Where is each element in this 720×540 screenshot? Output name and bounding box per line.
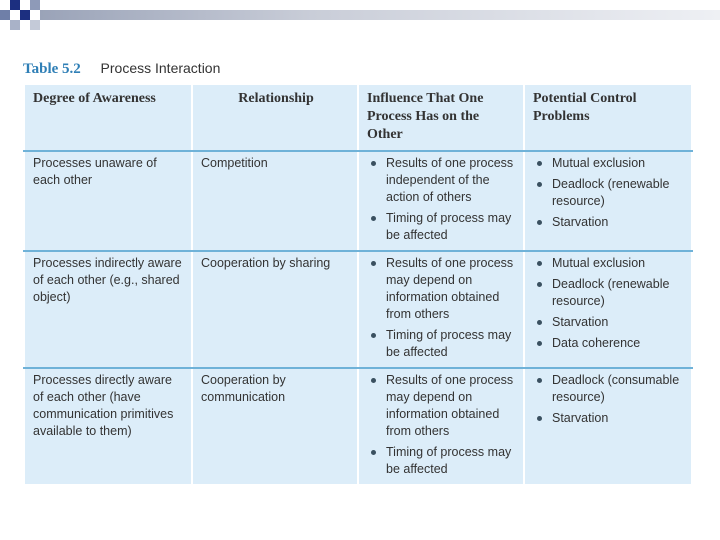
decor-square	[10, 20, 20, 30]
problems-list	[533, 155, 685, 231]
cell-problems	[524, 368, 692, 485]
influence-list	[367, 155, 517, 244]
header-awareness: Degree of Awareness	[24, 84, 192, 151]
list-item: Timing of process may be affected	[367, 444, 517, 478]
decor-square	[20, 10, 30, 20]
table-row	[24, 368, 692, 485]
table-row	[24, 251, 692, 368]
cell-problems	[524, 251, 692, 368]
table-row	[24, 151, 692, 251]
table-caption	[23, 60, 220, 78]
list-item: Deadlock (consumable resource)	[533, 372, 685, 406]
list-item: Starvation	[533, 410, 685, 427]
table-number: Table 5.2	[23, 61, 81, 77]
list-item: Timing of process may be affected	[367, 210, 517, 244]
list-item: Timing of process may be affected	[367, 327, 517, 361]
slide-decoration	[0, 0, 720, 40]
list-item: Mutual exclusion	[533, 155, 685, 172]
decor-square	[0, 10, 10, 20]
header-relationship: Relationship	[192, 84, 358, 151]
influence-list	[367, 372, 517, 478]
list-item: Data coherence	[533, 335, 685, 352]
influence-list	[367, 255, 517, 361]
cell-problems	[524, 151, 692, 251]
cell-influence	[358, 151, 524, 251]
table-title: Process Interaction	[100, 60, 221, 76]
cell-relationship: Cooperation by sharing	[192, 251, 358, 368]
list-item: Deadlock (renewable resource)	[533, 276, 685, 310]
header-influence: Influence That One Process Has on the Other	[358, 84, 524, 151]
problems-list	[533, 372, 685, 427]
list-item: Results of one process may depend on information obtained from others	[367, 255, 517, 323]
header-problems: Potential Control Problems	[524, 84, 692, 151]
list-item: Deadlock (renewable resource)	[533, 176, 685, 210]
list-item: Mutual exclusion	[533, 255, 685, 272]
cell-influence	[358, 368, 524, 485]
cell-awareness: Processes indirectly aware of each other (e.g., shared object)	[24, 251, 192, 368]
cell-relationship: Cooperation by communication	[192, 368, 358, 485]
cell-awareness: Processes unaware of each other	[24, 151, 192, 251]
list-item: Results of one process may depend on information obtained from others	[367, 372, 517, 440]
decor-square	[10, 0, 20, 10]
cell-awareness: Processes directly aware of each other (have communication primitives available to them)	[24, 368, 192, 485]
cell-influence	[358, 251, 524, 368]
process-interaction-table	[23, 83, 693, 486]
decor-square	[30, 20, 40, 30]
list-item: Starvation	[533, 214, 685, 231]
decor-bar	[40, 10, 720, 20]
list-item: Results of one process independent of the action of others	[367, 155, 517, 206]
header-row	[24, 84, 692, 151]
problems-list	[533, 255, 685, 352]
decor-square	[30, 0, 40, 10]
list-item: Starvation	[533, 314, 685, 331]
cell-relationship: Competition	[192, 151, 358, 251]
